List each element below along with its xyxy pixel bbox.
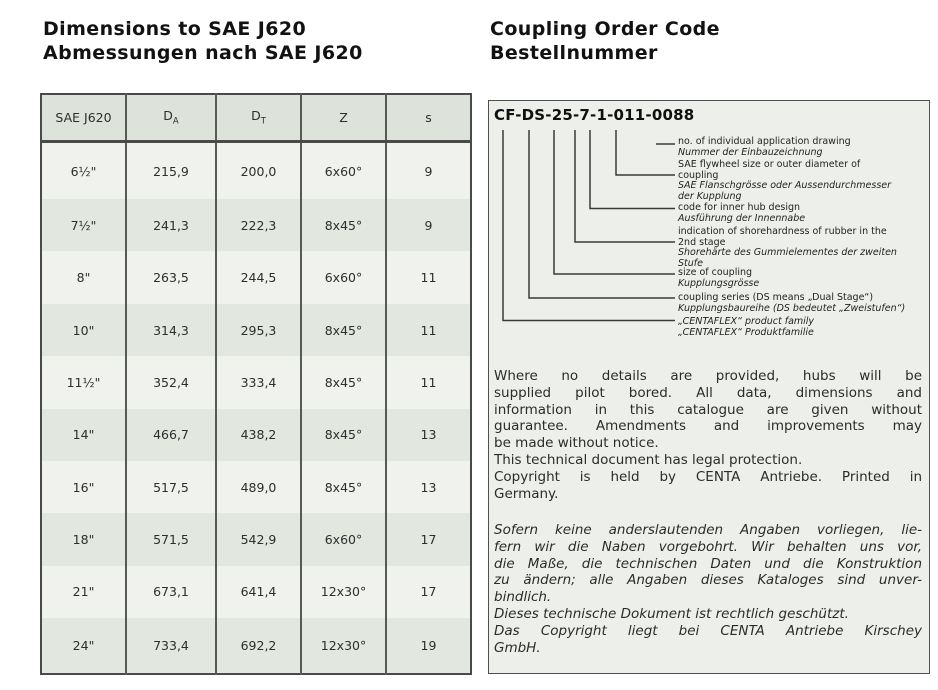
table-cell: 8x45° — [301, 409, 386, 461]
code-label-text-en: 2nd stage — [678, 236, 726, 248]
table-cell: 692,2 — [216, 618, 301, 674]
table-row — [41, 409, 471, 461]
table-cell: 6x60° — [301, 251, 386, 303]
column-header-sae-j620: SAE J620 — [41, 94, 126, 142]
table-cell: 215,9 — [126, 142, 216, 200]
note-line: Sofern keine anderslautenden Angaben vorliegen, lie- — [494, 522, 922, 538]
table-row — [41, 142, 471, 200]
note-line: Where no details are provided, hubs will be — [494, 368, 922, 384]
table-cell: 542,9 — [216, 513, 301, 565]
table-cell: 13 — [386, 461, 471, 513]
note-line: Copyright is held by CENTA Antriebe. Printed in — [494, 468, 922, 485]
table-row — [41, 566, 471, 618]
table-cell: 11 — [386, 356, 471, 408]
table-cell: 333,4 — [216, 356, 301, 408]
table-cell: 8x45° — [301, 199, 386, 251]
table-cell: 17 — [386, 513, 471, 565]
code-label-text-de: der Kupplung — [678, 190, 742, 202]
notes-german — [494, 522, 922, 656]
table-cell: 314,3 — [126, 304, 216, 356]
code-label-text-en: indication of shorehardness of rubber in the — [678, 226, 887, 237]
table-cell: 8x45° — [301, 461, 386, 513]
notes-english — [494, 368, 922, 502]
note-line: die Maße, die technischen Daten und die Konstruktion — [494, 555, 922, 572]
table-cell: 7½" — [41, 199, 126, 251]
note-line: GmbH. — [494, 639, 541, 656]
order-code: CF-DS-25-7-1-011-0088 — [494, 106, 695, 124]
table-cell: 222,3 — [216, 199, 301, 251]
table-cell: 13 — [386, 409, 471, 461]
table-cell: 8" — [41, 251, 126, 303]
table-cell: 14" — [41, 409, 126, 461]
table-cell: 9 — [386, 199, 471, 251]
code-label-5 — [678, 268, 928, 289]
dimensions-table — [40, 93, 472, 675]
left-title-english: Dimensions to SAE J620 — [43, 18, 307, 40]
order-code-panel — [488, 100, 930, 674]
code-label-text-de: Ausführung der Innennabe — [678, 212, 806, 224]
note-line: Das Copyright liegt bei CENTA Antriebe Kirschey — [494, 622, 922, 639]
code-label-text-en: coupling — [678, 169, 719, 181]
table-cell: 18" — [41, 513, 126, 565]
code-label-4 — [678, 227, 928, 269]
table-cell: 17 — [386, 566, 471, 618]
table-cell: 241,3 — [126, 199, 216, 251]
table-cell: 295,3 — [216, 304, 301, 356]
table-cell: 733,4 — [126, 618, 216, 674]
table-cell: 6x60° — [301, 513, 386, 565]
code-label-text-de: Kupplungsgrösse — [678, 277, 760, 289]
table-header-row — [41, 94, 471, 142]
table-cell: 11½" — [41, 356, 126, 408]
right-title-german: Bestellnummer — [490, 42, 658, 64]
table-cell: 352,4 — [126, 356, 216, 408]
table-cell: 11 — [386, 251, 471, 303]
note-line: Germany. — [494, 485, 559, 502]
code-label-text-en: size of coupling — [678, 267, 753, 278]
table-cell: 6x60° — [301, 142, 386, 200]
table-cell: 19 — [386, 618, 471, 674]
table-cell: 12x30° — [301, 566, 386, 618]
table-cell: 9 — [386, 142, 471, 200]
table-row — [41, 304, 471, 356]
table-cell: 438,2 — [216, 409, 301, 461]
note-line: fern wir die Naben vorgebohrt. Wir behalten uns vor, — [494, 538, 922, 555]
code-label-text-de: SAE Flanschgrösse oder Aussendurchmesser — [678, 180, 892, 191]
code-label-text-en: coupling series (DS means „Dual Stage“) — [678, 292, 874, 303]
column-header-da: $D_A$ — [126, 94, 216, 142]
code-label-2 — [678, 160, 928, 202]
table-cell: 8x45° — [301, 304, 386, 356]
table-row — [41, 461, 471, 513]
code-label-text-de: Shorehärte des Gummielementes der zweiten — [678, 247, 897, 258]
table-cell: 244,5 — [216, 251, 301, 303]
note-line: guarantee. Amendments and improvements may — [494, 418, 922, 435]
code-label-text-en: no. of individual application drawing — [678, 136, 851, 147]
table-cell: 8x45° — [301, 356, 386, 408]
column-header-dt: $D_T$ — [216, 94, 301, 142]
table-cell: 6½" — [41, 142, 126, 200]
column-header-s: s — [386, 94, 471, 142]
table-row — [41, 356, 471, 408]
table-cell: 24" — [41, 618, 126, 674]
table-cell: 673,1 — [126, 566, 216, 618]
table-cell: 489,0 — [216, 461, 301, 513]
table-cell: 200,0 — [216, 142, 301, 200]
table-cell: 571,5 — [126, 513, 216, 565]
table-cell: 11 — [386, 304, 471, 356]
code-label-text-en: code for inner hub design — [678, 202, 801, 213]
note-line: zu ändern; alle Angaben dieses Kataloges sind unver- — [494, 572, 922, 589]
table-cell: 263,5 — [126, 251, 216, 303]
table-cell: 517,5 — [126, 461, 216, 513]
code-label-text-en: „CENTAFLEX“ product family — [678, 316, 815, 327]
note-line: bindlich. — [494, 589, 552, 606]
code-label-3 — [678, 203, 928, 224]
table-cell: 466,7 — [126, 409, 216, 461]
code-label-text-de: „CENTAFLEX“ Produktfamilie — [678, 326, 814, 338]
code-label-text-de: Stufe — [678, 257, 703, 269]
code-label-7 — [678, 317, 928, 338]
left-section-title — [43, 17, 363, 65]
note-line: This technical document has legal protection. — [494, 451, 803, 468]
code-label-text-de: Nummer der Einbauzeichnung — [678, 146, 823, 158]
table-row — [41, 513, 471, 565]
table-row — [41, 251, 471, 303]
code-label-1 — [678, 137, 928, 158]
code-label-text-en: SAE flywheel size or outer diameter of — [678, 159, 861, 170]
right-section-title — [490, 17, 720, 65]
table-cell: 21" — [41, 566, 126, 618]
right-title-english: Coupling Order Code — [490, 18, 720, 40]
note-line: supplied pilot bored. All data, dimensions and — [494, 384, 922, 401]
table-row — [41, 199, 471, 251]
table-cell: 12x30° — [301, 618, 386, 674]
table-cell: 641,4 — [216, 566, 301, 618]
note-line: Dieses technische Dokument ist rechtlich geschützt. — [494, 605, 849, 622]
code-label-6 — [678, 293, 928, 314]
note-line: information in this catalogue are given without — [494, 401, 922, 418]
table-cell: 16" — [41, 461, 126, 513]
table-row — [41, 618, 471, 674]
table-cell: 10" — [41, 304, 126, 356]
left-title-german: Abmessungen nach SAE J620 — [43, 42, 363, 64]
column-header-z: Z — [301, 94, 386, 142]
note-line: be made without notice. — [494, 435, 659, 452]
code-label-text-de: Kupplungsbaureihe (DS bedeutet „Zweistufen“) — [678, 302, 906, 314]
